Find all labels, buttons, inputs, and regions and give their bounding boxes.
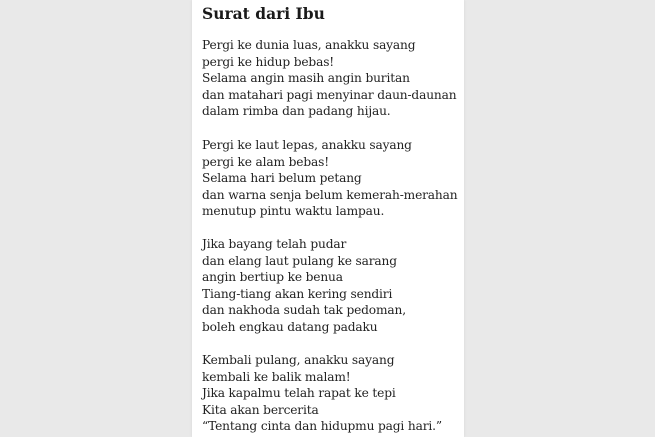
poem-line: Kembali pulang, anakku sayang [202, 353, 395, 367]
poem-page [192, 0, 464, 437]
poem-title: Surat dari Ibu [202, 4, 325, 23]
poem-line: “Tentang cinta dan hidupmu pagi hari.” [202, 419, 442, 433]
stanza-4 [202, 352, 464, 435]
poem-line: dan warna senja belum kemerah-merahan [202, 187, 458, 202]
stanza-3 [202, 236, 464, 335]
poem-line: Tiang-tiang akan kering sendiri [202, 286, 393, 301]
poem-line: Pergi ke dunia luas, anakku sayang [202, 38, 416, 52]
poem-line: Jika kapalmu telah rapat ke tepi [202, 386, 396, 400]
poem-line: dan nakhoda sudah tak pedoman, [202, 303, 406, 317]
poem-line: Pergi ke laut lepas, anakku sayang [202, 138, 412, 152]
stanza-2 [202, 137, 464, 220]
poem-line: dalam rimba dan padang hijau. [202, 104, 391, 118]
poem-line: Kita akan bercerita [202, 402, 319, 417]
poem-line: pergi ke hidup bebas! [202, 54, 335, 69]
poem-line: menutup pintu waktu lampau. [202, 204, 385, 218]
poem-line: angin bertiup ke benua [202, 270, 343, 284]
poem-line: dan elang laut pulang ke sarang [202, 253, 397, 268]
poem-line: Selama hari belum petang [202, 171, 362, 185]
poem-line: pergi ke alam bebas! [202, 154, 329, 169]
poem-line: kembali ke balik malam! [202, 369, 351, 384]
poem-line: boleh engkau datang padaku [202, 319, 378, 334]
poem-line: Jika bayang telah pudar [202, 237, 347, 251]
stanza-1 [202, 37, 464, 120]
poem-line: dan matahari pagi menyinar daun-daunan [202, 87, 457, 102]
poem-line: Selama angin masih angin buritan [202, 71, 410, 85]
